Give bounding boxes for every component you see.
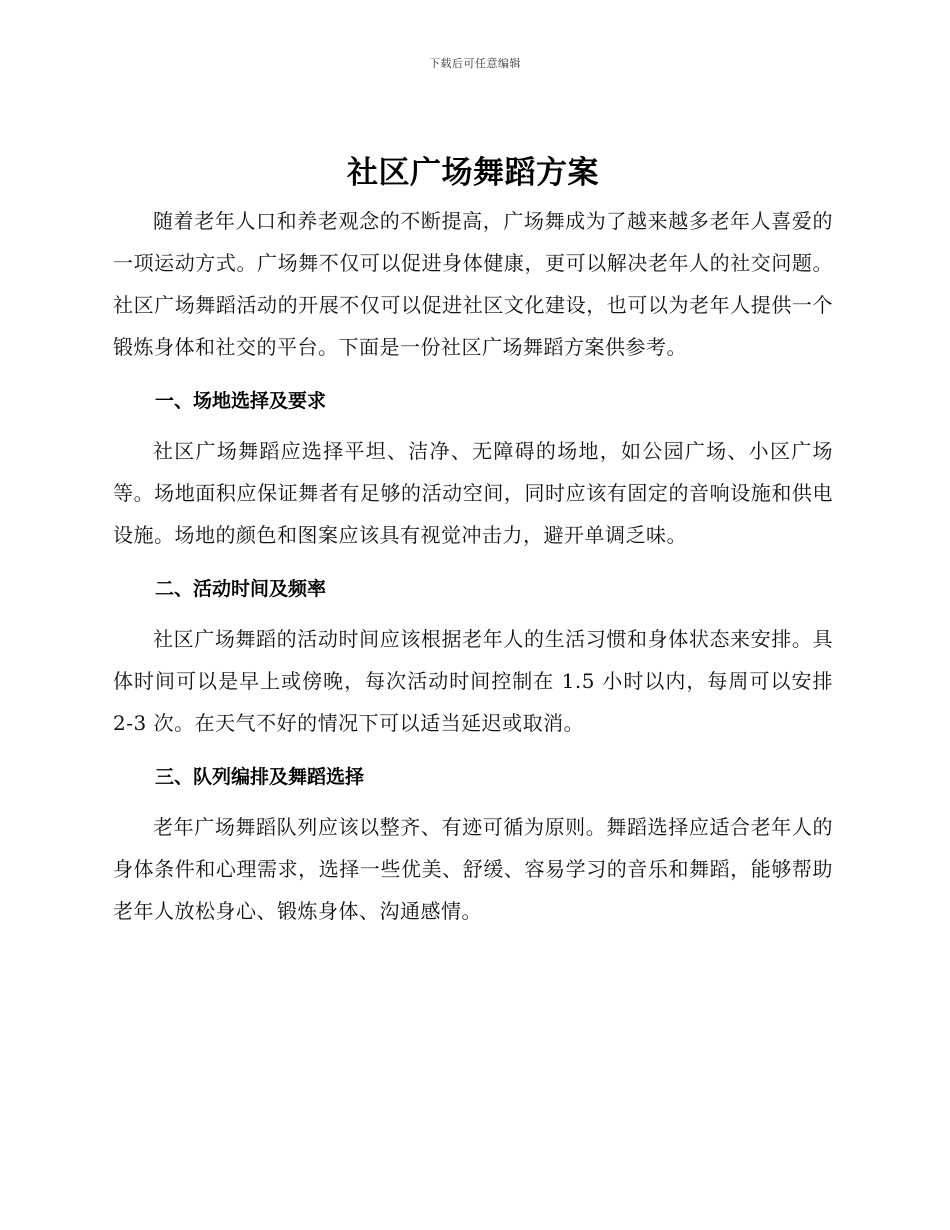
section-heading-schedule: 二、活动时间及频率 bbox=[155, 578, 327, 600]
document-title: 社区广场舞蹈方案 bbox=[347, 155, 599, 191]
document-body bbox=[113, 150, 833, 932]
section-body-formation: 老年广场舞蹈队列应该以整齐、有迹可循为原则。舞蹈选择应适合老年人的身体条件和心理需求，选择一些优美、舒缓、容易学习的音乐和舞蹈，能够帮助老年人放松身心、锻炼身体、沟通感情。 bbox=[113, 815, 833, 923]
section-body-schedule: 社区广场舞蹈的活动时间应该根据老年人的生活习惯和身体状态来安排。具体时间可以是早上或傍晚，每次活动时间控制在 1.5 小时以内，每周可以安排 2-3 次。在天气不好的情况下可以适当延迟或取消。 bbox=[113, 627, 833, 735]
section-heading-formation: 三、队列编排及舞蹈选择 bbox=[155, 766, 365, 788]
section-body-site: 社区广场舞蹈应选择平坦、洁净、无障碍的场地，如公园广场、小区广场等。场地面积应保证舞者有足够的活动空间，同时应该有固定的音响设施和供电设施。场地的颜色和图案应该具有视觉冲击力，避开单调乏味。 bbox=[113, 439, 833, 547]
section-heading-site: 一、场地选择及要求 bbox=[155, 390, 327, 412]
intro-paragraph: 随着老年人口和养老观念的不断提高，广场舞成为了越来越多老年人喜爱的一项运动方式。广场舞不仅可以促进身体健康，更可以解决老年人的社交问题。社区广场舞蹈活动的开展不仅可以促进社区文化建设，也可以为老年人提供一个锻炼身体和社交的平台。下面是一份社区广场舞蹈方案供参考。 bbox=[113, 209, 833, 359]
header-note: 下载后可任意编辑 bbox=[429, 57, 521, 70]
